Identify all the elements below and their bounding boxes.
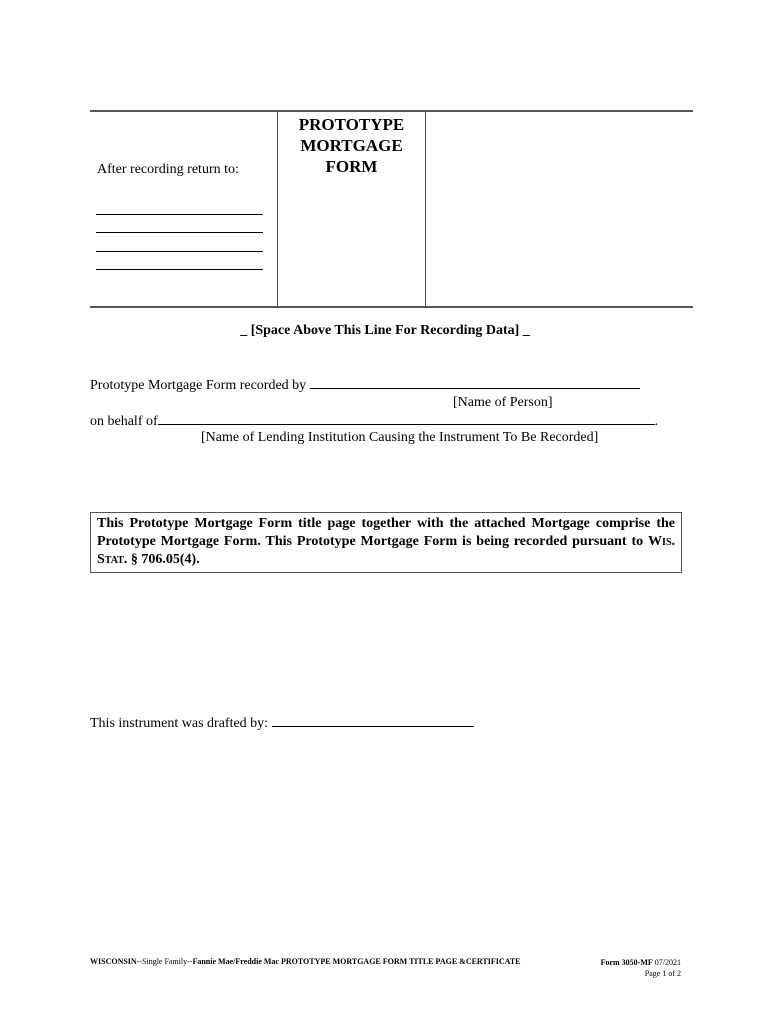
institution-caption: [Name of Lending Institution Causing the Instrument To Be Recorded]: [201, 430, 599, 445]
return-address-line: [96, 214, 263, 215]
return-address-line: [96, 232, 263, 233]
drafted-by-field[interactable]: [272, 714, 474, 727]
on-behalf-label: on behalf of: [90, 414, 158, 429]
on-behalf-period: .: [654, 414, 659, 429]
footer-separator: --: [187, 957, 193, 966]
drafted-by-row: [90, 714, 474, 732]
drafted-by-label: This instrument was drafted by:: [90, 716, 269, 731]
footer-form-info: [560, 957, 681, 979]
footer-form-title: Fannie Mae/Freddie Mac PROTOTYPE MORTGAGE FORM TITLE PAGE &CERTIFICATE: [192, 957, 521, 966]
recording-header-box: [90, 110, 693, 308]
recorded-by-field[interactable]: [310, 376, 640, 389]
recorded-by-label: Prototype Mortgage Form recorded by: [90, 378, 307, 393]
return-label: After recording return to:: [97, 162, 239, 177]
notice-text: This Prototype Mortgage Form title page together with the attached Mortgage comprise the Prototype Mortgage Form. This Prototype Mortgage Form is being recorded pursuant to: [97, 516, 675, 549]
on-behalf-row: [90, 412, 658, 430]
footer-form-date: 07/2021: [654, 958, 681, 967]
footer-form-number: Form 3050-MF: [600, 958, 653, 967]
recording-data-line: _ [Space Above This Line For Recording Data] _: [240, 323, 530, 338]
form-title-line: PROTOTYPE: [298, 115, 405, 134]
footer-page-number: Page 1 of 2: [644, 969, 681, 978]
on-behalf-field[interactable]: [158, 412, 655, 425]
prototype-notice-box: [90, 512, 682, 573]
form-title-cell: [278, 112, 426, 306]
footer-title: [90, 957, 521, 966]
return-address-line: [96, 269, 263, 270]
return-address-line: [96, 251, 263, 252]
form-title: [278, 114, 425, 177]
statute-abbreviation: Wis. Stat.: [97, 534, 675, 567]
footer-type: Single Family: [142, 957, 188, 966]
statute-section: § 706.05(4).: [127, 552, 200, 567]
form-title-line: FORM: [325, 157, 378, 176]
return-address-cell: [90, 112, 278, 306]
recorded-by-row: [90, 376, 640, 394]
footer-form-line: [560, 957, 681, 968]
name-of-person-caption: [Name of Person]: [453, 395, 553, 410]
footer-state: WISCONSIN: [90, 957, 137, 966]
footer-separator: --: [136, 957, 143, 966]
form-title-line: MORTGAGE: [300, 136, 403, 155]
